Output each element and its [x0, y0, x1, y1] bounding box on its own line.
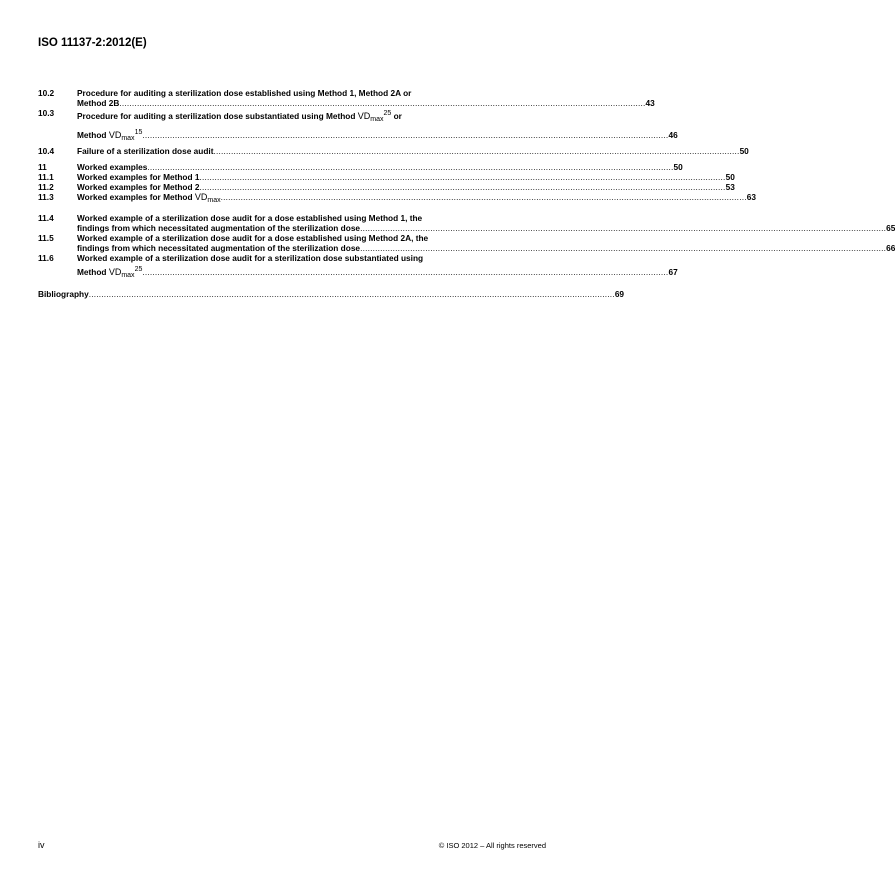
- toc-title: Procedure for auditing a sterilization dose established using Method 1, Method 2A or: [77, 88, 412, 98]
- toc-entry-11-3[interactable]: [38, 192, 756, 206]
- toc-number: 11.2: [38, 182, 54, 192]
- toc-entry-11[interactable]: [38, 162, 683, 172]
- document-header: ISO 11137-2:2012(E): [38, 37, 147, 49]
- toc-page: 50: [725, 172, 735, 182]
- toc-leader: ..................................................................................................................................................................................................................: [199, 172, 726, 182]
- toc-title-cont: Method: [77, 130, 109, 140]
- vd-subscript: max: [121, 272, 135, 279]
- toc-title-cont: Method: [77, 267, 109, 277]
- vd-superscript: 25: [134, 266, 143, 273]
- toc-title: Worked example of a sterilization dose audit for a dose established using Method 1, the: [77, 213, 423, 223]
- toc-page: 46: [668, 130, 678, 140]
- toc-number: 11.5: [38, 233, 54, 243]
- toc-entry-10-2[interactable]: [38, 88, 655, 108]
- vd-subscript: max: [370, 116, 384, 123]
- vd-subscript: max: [207, 197, 221, 204]
- toc-leader: ..................................................................................................................................................................................................................: [199, 182, 726, 192]
- toc-leader: ..................................................................................................................................................................................................................: [147, 162, 674, 172]
- toc-leader: ..................................................................................................................................................................................................................: [220, 192, 747, 202]
- toc-title: Worked examples: [77, 162, 148, 172]
- copyright-notice: © ISO 2012 – All rights reserved: [438, 841, 546, 850]
- page-number: iv: [38, 840, 45, 850]
- vd-superscript: 25: [383, 110, 392, 117]
- vd-symbol: VD: [194, 192, 208, 202]
- toc-page: 65: [886, 223, 895, 233]
- toc-entry-11-1[interactable]: [38, 172, 735, 182]
- toc-leader: ..................................................................................................................................................................................................................: [142, 267, 669, 277]
- vd-symbol: VD: [108, 267, 122, 277]
- toc-page: 50: [739, 146, 749, 156]
- vd-subscript: max: [121, 135, 135, 142]
- toc-number: 11: [38, 162, 47, 172]
- toc-title-suffix: or: [391, 111, 402, 121]
- toc-title: Bibliography: [38, 289, 89, 299]
- vd-superscript: 15: [134, 129, 143, 136]
- toc-entry-11-6[interactable]: [38, 253, 678, 283]
- toc-number: 11.3: [38, 192, 54, 202]
- toc-title: Worked examples for Method 1: [77, 172, 200, 182]
- toc-title: Worked example of a sterilization dose audit for a sterilization dose substantiated using: [77, 253, 424, 263]
- toc-leader: ..................................................................................................................................................................................................................: [119, 98, 646, 108]
- toc-entry-11-2[interactable]: [38, 182, 735, 192]
- table-of-contents: [38, 88, 895, 299]
- vd-symbol: VD: [357, 111, 371, 121]
- toc-leader: ..................................................................................................................................................................................................................: [360, 223, 887, 233]
- toc-number: 10.3: [38, 108, 55, 118]
- toc-page: 67: [668, 267, 678, 277]
- toc-leader: ..................................................................................................................................................................................................................: [213, 146, 740, 156]
- toc-page: 50: [673, 162, 683, 172]
- toc-entry-11-5[interactable]: [38, 233, 895, 253]
- toc-page: 66: [886, 243, 895, 253]
- toc-number: 10.4: [38, 146, 55, 156]
- toc-leader: ..................................................................................................................................................................................................................: [360, 243, 887, 253]
- toc-title: Worked example of a sterilization dose audit for a dose established using Method 2A, the: [77, 233, 429, 243]
- toc-number: 10.2: [38, 88, 55, 98]
- toc-title-cont: Method 2B: [77, 98, 120, 108]
- toc-title: Procedure for auditing a sterilization dose substantiated using Method: [77, 111, 358, 121]
- toc-title-cont: findings from which necessitated augmentation of the sterilization dose: [77, 243, 361, 253]
- toc-title: Worked examples for Method 2: [77, 182, 200, 192]
- vd-symbol: VD: [108, 130, 122, 140]
- toc-title: Failure of a sterilization dose audit: [77, 146, 214, 156]
- toc-title: Worked examples for Method: [77, 192, 195, 202]
- toc-entry-11-4[interactable]: [38, 213, 895, 233]
- toc-page: 63: [746, 192, 756, 202]
- toc-entry-10-3[interactable]: [38, 108, 678, 146]
- toc-number: 11.4: [38, 213, 54, 223]
- toc-leader: ..................................................................................................................................................................................................................: [88, 289, 615, 299]
- toc-page: 43: [645, 98, 655, 108]
- toc-leader: ..................................................................................................................................................................................................................: [142, 130, 669, 140]
- toc-page: 53: [725, 182, 735, 192]
- toc-entry-10-4[interactable]: [38, 146, 749, 156]
- toc-number: 11.1: [38, 172, 54, 182]
- toc-page: 69: [614, 289, 625, 299]
- toc-number: 11.6: [38, 253, 54, 263]
- toc-entry-bibliography[interactable]: [38, 289, 625, 299]
- toc-title-cont: findings from which necessitated augmentation of the sterilization dose: [77, 223, 361, 233]
